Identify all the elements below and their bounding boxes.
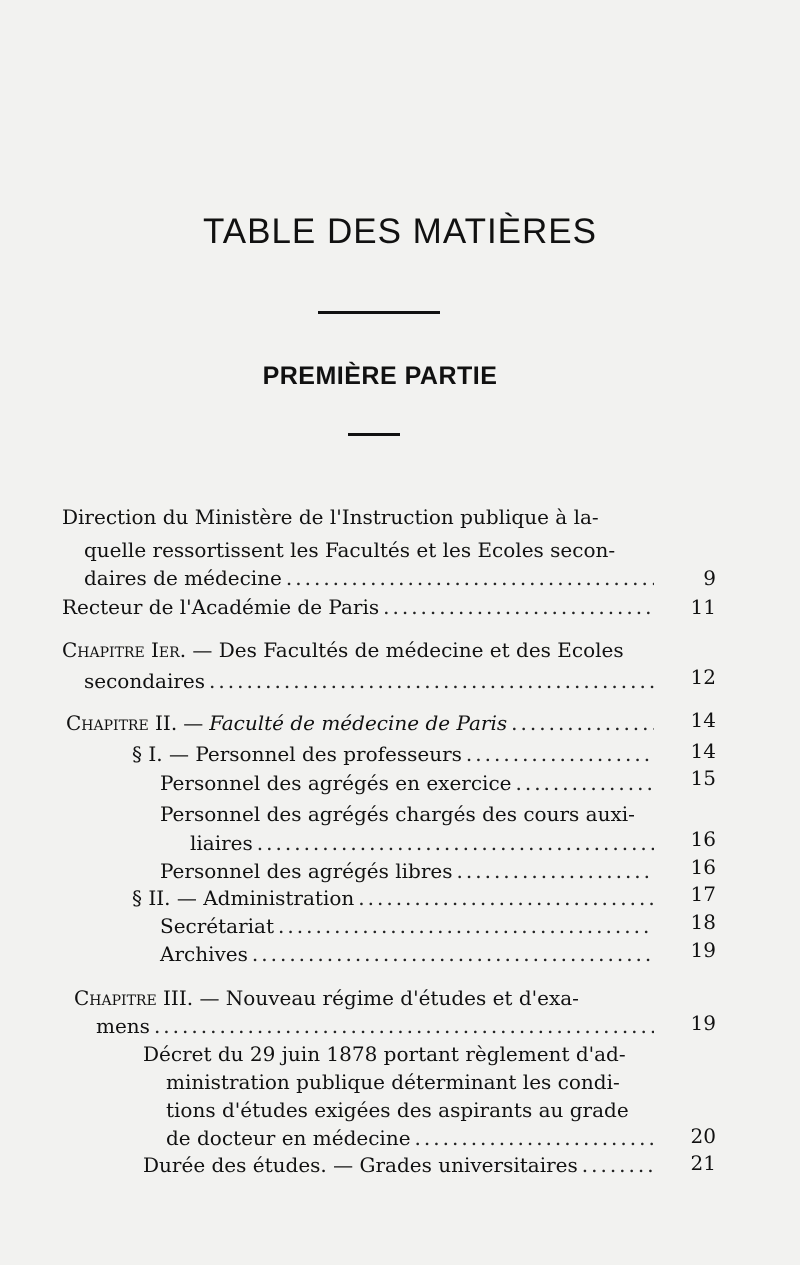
chapter-title: Faculté de médecine de Paris xyxy=(209,711,508,735)
toc-entry-chap1-line1 xyxy=(62,636,624,664)
leader-dots xyxy=(286,564,654,592)
chapter-label: Chapitre Ier. xyxy=(62,638,187,662)
leader-dots xyxy=(383,593,654,621)
toc-entry-direction-line1: Direction du Ministère de l'Instruction publique à la- xyxy=(62,505,599,529)
leader-dots xyxy=(154,1012,654,1040)
toc-entry-agreges-text: Personnel des agrégés en exercice xyxy=(160,771,512,795)
toc-page-number: 12 xyxy=(690,665,716,689)
toc-page-number: 19 xyxy=(690,938,716,962)
leader-dots xyxy=(515,769,654,797)
toc-entry-decret-line1: Décret du 29 juin 1878 portant règlement d'ad- xyxy=(143,1042,626,1066)
toc-entry-section2-text: § II. — Administration xyxy=(132,886,355,910)
toc-entry-decret-text: de docteur en médecine xyxy=(166,1126,411,1150)
toc-entry-recteur xyxy=(62,593,658,621)
toc-entry-agreges xyxy=(160,769,658,797)
toc-entry-secretariat xyxy=(160,912,658,940)
toc-entry-chap1-text: secondaires xyxy=(84,669,206,693)
leader-dots xyxy=(252,940,654,968)
toc-entry-recteur-text: Recteur de l'Académie de Paris xyxy=(62,595,380,619)
part-rule xyxy=(348,433,400,436)
toc-page-number: 16 xyxy=(690,855,716,879)
toc-entry-archives-text: Archives xyxy=(160,942,248,966)
chapter-dash: — xyxy=(183,711,204,735)
toc-entry-decret-line3: tions d'études exigées des aspirants au grade xyxy=(166,1098,629,1122)
leader-dots xyxy=(457,857,654,885)
toc-entry-charges-text: liaires xyxy=(190,831,253,855)
leader-dots xyxy=(511,709,654,737)
chapter-label: Chapitre III. xyxy=(74,986,194,1010)
toc-page-number: 18 xyxy=(690,910,716,934)
chapter-title: — Des Facultés de médecine et des Ecoles xyxy=(192,638,624,662)
title-rule xyxy=(318,311,440,314)
toc-entry-direction-text: daires de médecine xyxy=(84,566,282,590)
toc-entry-section1 xyxy=(132,740,658,768)
toc-entry-chap3-line2 xyxy=(96,1012,658,1040)
leader-dots xyxy=(257,829,654,857)
toc-entry-duree-text: Durée des études. — Grades universitaires xyxy=(143,1153,578,1177)
toc-page-number: 19 xyxy=(690,1011,716,1035)
toc-page-number: 14 xyxy=(690,708,716,732)
toc-page-number: 16 xyxy=(690,827,716,851)
toc-entry-archives xyxy=(160,940,658,968)
part-title: PREMIÈRE PARTIE xyxy=(262,362,498,390)
chapter-title: — Nouveau régime d'études et d'exa- xyxy=(199,986,579,1010)
toc-entry-chap1-line2 xyxy=(84,667,658,695)
toc-entry-charges-line2 xyxy=(190,829,658,857)
toc-entry-secretariat-text: Secrétariat xyxy=(160,914,275,938)
leader-dots xyxy=(415,1124,654,1152)
toc-entry-chap3-text: mens xyxy=(96,1014,150,1038)
toc-entry-libres xyxy=(160,857,658,885)
toc-entry-decret-line2: ministration publique déterminant les condi- xyxy=(166,1070,620,1094)
leader-dots xyxy=(209,667,654,695)
toc-page-number: 14 xyxy=(690,739,716,763)
leader-dots xyxy=(358,884,654,912)
leader-dots xyxy=(582,1151,654,1179)
toc-entry-direction-line2: quelle ressortissent les Facultés et les Ecoles secon- xyxy=(84,538,616,562)
toc-page-number: 17 xyxy=(690,882,716,906)
toc-entry-duree xyxy=(143,1151,658,1179)
toc-entry-decret-line4 xyxy=(166,1124,658,1152)
toc-entry-chap3-line1 xyxy=(74,984,579,1012)
toc-page-number: 20 xyxy=(690,1124,716,1148)
leader-dots xyxy=(278,912,654,940)
toc-page-number: 15 xyxy=(690,766,716,790)
toc-page-number: 11 xyxy=(690,595,716,619)
toc-page-number: 21 xyxy=(690,1151,716,1175)
toc-entry-section1-text: § I. — Personnel des professeurs xyxy=(132,742,462,766)
toc-entry-charges-line1: Personnel des agrégés chargés des cours auxi- xyxy=(160,802,635,826)
toc-entry-libres-text: Personnel des agrégés libres xyxy=(160,859,453,883)
toc-entry-direction-line3 xyxy=(84,564,658,592)
leader-dots xyxy=(466,740,654,768)
toc-entry-chap2 xyxy=(66,709,658,737)
toc-entry-section2 xyxy=(132,884,658,912)
toc-page-number: 9 xyxy=(703,566,716,590)
page-title: TABLE DES MATIÈRES xyxy=(202,212,597,251)
chapter-label: Chapitre II. xyxy=(66,711,178,735)
